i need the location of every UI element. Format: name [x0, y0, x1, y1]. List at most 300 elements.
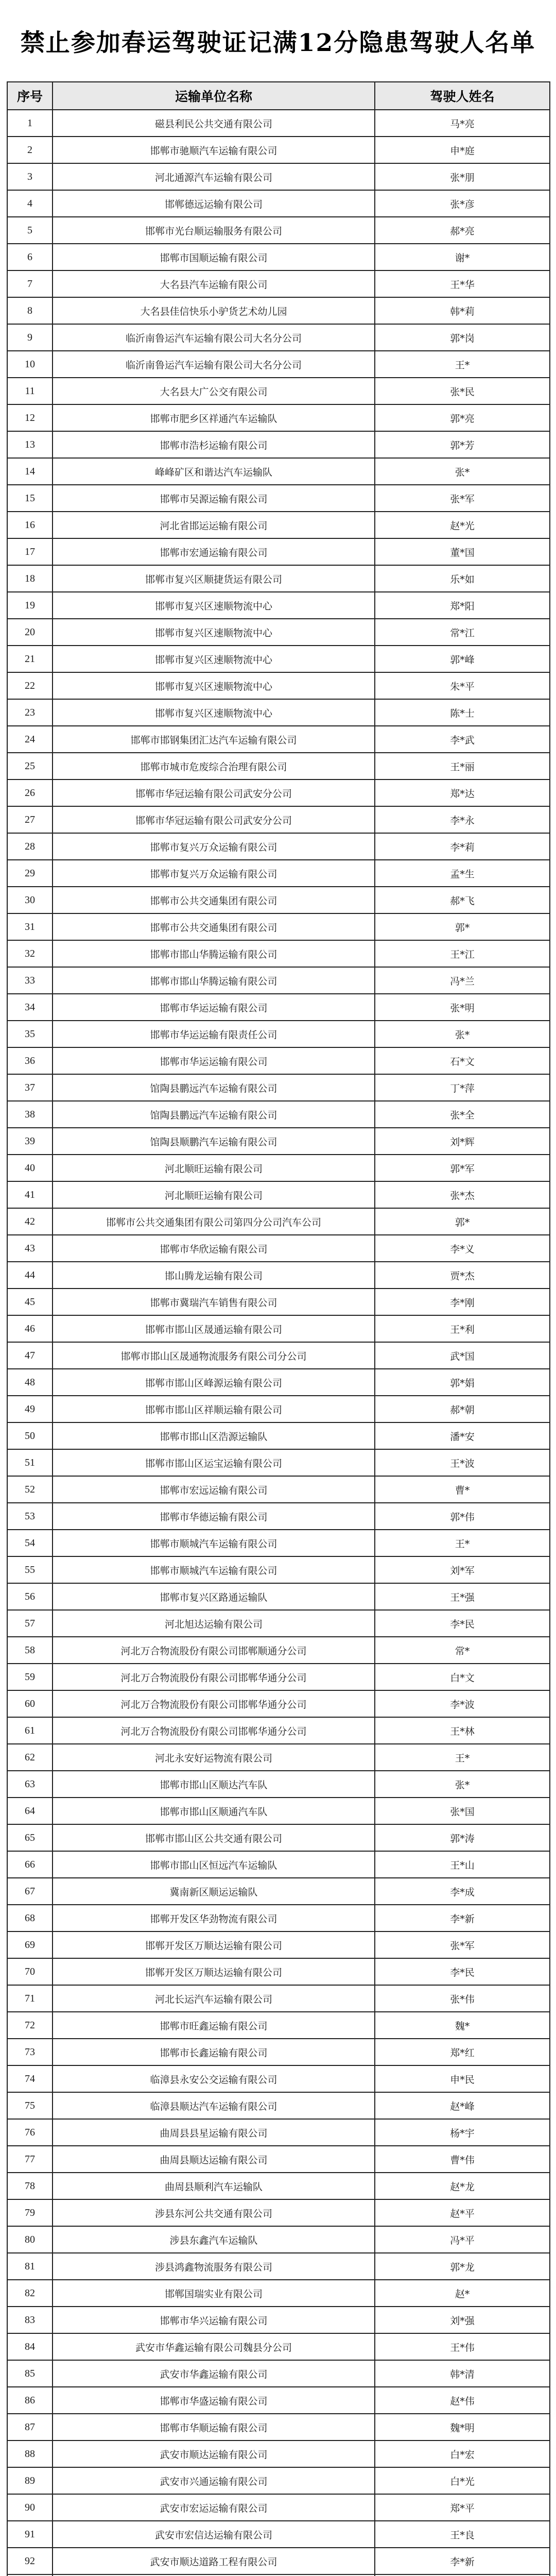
row-index: 58 [7, 1637, 53, 1664]
row-company: 武安市华鑫运输有限公司魏县分公司 [53, 2333, 375, 2360]
row-driver: 郑*达 [375, 779, 550, 806]
row-index: 12 [7, 404, 53, 431]
table-row [7, 565, 550, 592]
row-driver: 张*彦 [375, 190, 550, 217]
row-index: 22 [7, 672, 53, 699]
row-index: 88 [7, 2441, 53, 2467]
row-company: 涉县东河公共交通有限公司 [53, 2199, 375, 2226]
row-index: 33 [7, 967, 53, 994]
row-driver: 白*文 [375, 1664, 550, 1690]
row-index: 9 [7, 324, 53, 351]
header-row [7, 82, 550, 110]
table-row [7, 2253, 550, 2280]
table-body [7, 110, 550, 2576]
table-row [7, 1396, 550, 1422]
row-company: 邯郸市公共交通集团有限公司 [53, 913, 375, 940]
table-row [7, 2173, 550, 2199]
driver-roster-table [7, 81, 550, 2576]
row-driver: 王*华 [375, 270, 550, 297]
row-index: 84 [7, 2333, 53, 2360]
row-driver: 刘*军 [375, 1556, 550, 1583]
row-driver: 李*永 [375, 806, 550, 833]
row-driver: 魏*明 [375, 2414, 550, 2441]
row-company: 河北顺旺运输有限公司 [53, 1155, 375, 1181]
row-driver: 郝*飞 [375, 887, 550, 913]
row-company: 邯郸市复兴区速顺物流中心 [53, 646, 375, 672]
table-row [7, 378, 550, 404]
row-driver: 赵*龙 [375, 2173, 550, 2199]
table-row [7, 2092, 550, 2119]
header-driver: 驾驶人姓名 [375, 82, 550, 110]
table-row [7, 967, 550, 994]
table-row [7, 1690, 550, 1717]
row-index: 78 [7, 2173, 53, 2199]
row-index: 69 [7, 1931, 53, 1958]
row-index: 5 [7, 217, 53, 244]
table-row [7, 1878, 550, 1905]
row-company: 河北万合物流股份有限公司邯郸华通分公司 [53, 1664, 375, 1690]
row-company: 河北永安好运物流有限公司 [53, 1744, 375, 1771]
row-index: 7 [7, 270, 53, 297]
row-index: 14 [7, 458, 53, 485]
table-row [7, 2226, 550, 2253]
row-company: 邯郸市华兴运输有限公司 [53, 2307, 375, 2333]
row-driver: 郭*亮 [375, 404, 550, 431]
table-row [7, 351, 550, 378]
row-driver: 王*强 [375, 1583, 550, 1610]
row-driver: 李*民 [375, 1610, 550, 1637]
row-company: 临沂南鲁运汽车运输有限公司大名分公司 [53, 351, 375, 378]
row-company: 邯郸市邯山区峰源运输有限公司 [53, 1369, 375, 1396]
row-company: 曲周县顺达运输有限公司 [53, 2146, 375, 2173]
table-row [7, 940, 550, 967]
header-index: 序号 [7, 82, 53, 110]
row-company: 邯郸市顺城汽车运输有限公司 [53, 1556, 375, 1583]
table-row [7, 592, 550, 619]
table-row [7, 2333, 550, 2360]
row-company: 邯郸国瑞实业有限公司 [53, 2280, 375, 2307]
row-index: 85 [7, 2360, 53, 2387]
row-company: 邯郸市邯山区晟通物流服务有限公司分公司 [53, 1342, 375, 1369]
row-company: 邯郸市复兴区速顺物流中心 [53, 592, 375, 619]
row-company: 武安市顺达道路工程有限公司 [53, 2548, 375, 2574]
row-driver: 张*军 [375, 485, 550, 512]
table-row [7, 190, 550, 217]
row-index: 27 [7, 806, 53, 833]
row-driver: 孟*生 [375, 860, 550, 887]
row-index: 35 [7, 1021, 53, 1047]
row-company: 馆陶县顺鹏汽车运输有限公司 [53, 1128, 375, 1155]
row-index: 46 [7, 1315, 53, 1342]
row-index: 82 [7, 2280, 53, 2307]
row-index: 19 [7, 592, 53, 619]
table-row [7, 1556, 550, 1583]
row-company: 邯郸市华运运输有限公司 [53, 994, 375, 1021]
table-row [7, 1235, 550, 1262]
table-row [7, 699, 550, 726]
table-row [7, 1101, 550, 1128]
row-index: 68 [7, 1905, 53, 1931]
row-driver: 贾*杰 [375, 1262, 550, 1289]
row-driver: 李*成 [375, 1878, 550, 1905]
row-index: 29 [7, 860, 53, 887]
row-driver: 王* [375, 1744, 550, 1771]
row-driver: 韩*莉 [375, 297, 550, 324]
table-row [7, 2387, 550, 2414]
table-row [7, 297, 550, 324]
row-driver: 申*民 [375, 2065, 550, 2092]
row-index: 31 [7, 913, 53, 940]
table-row [7, 2307, 550, 2333]
row-company: 邯郸市冀瑞汽车销售有限公司 [53, 1289, 375, 1315]
row-driver: 王*利 [375, 1315, 550, 1342]
row-company: 馆陶县鹏远汽车运输有限公司 [53, 1101, 375, 1128]
row-company: 邯郸开发区华劲物流有限公司 [53, 1905, 375, 1931]
row-driver: 张*军 [375, 1931, 550, 1958]
table-row [7, 431, 550, 458]
row-index: 24 [7, 726, 53, 753]
table-row [7, 619, 550, 646]
row-company: 临沂南鲁运汽车运输有限公司大名分公司 [53, 324, 375, 351]
row-index: 89 [7, 2467, 53, 2494]
row-company: 大名县汽车运输有限公司 [53, 270, 375, 297]
row-company: 邯郸市浩杉运输有限公司 [53, 431, 375, 458]
table-row [7, 646, 550, 672]
row-company: 河北顺旺运输有限公司 [53, 1181, 375, 1208]
row-driver: 李*新 [375, 1905, 550, 1931]
row-index: 36 [7, 1047, 53, 1074]
row-index: 25 [7, 753, 53, 779]
table-row [7, 1342, 550, 1369]
row-index: 4 [7, 190, 53, 217]
row-company: 邯郸市邯山区运宝运输有限公司 [53, 1449, 375, 1476]
row-index: 37 [7, 1074, 53, 1101]
row-driver: 郭* [375, 1208, 550, 1235]
table-row [7, 270, 550, 297]
row-index: 59 [7, 1664, 53, 1690]
row-index: 61 [7, 1717, 53, 1744]
row-driver: 王*良 [375, 2521, 550, 2548]
row-driver: 张*伟 [375, 1985, 550, 2012]
row-driver: 白*光 [375, 2467, 550, 2494]
row-driver: 李*波 [375, 1690, 550, 1717]
row-driver: 李*新 [375, 2548, 550, 2574]
row-company: 磁县利民公共交通有限公司 [53, 110, 375, 137]
row-driver: 郭*芳 [375, 431, 550, 458]
table-row [7, 913, 550, 940]
table-row [7, 1181, 550, 1208]
row-index: 39 [7, 1128, 53, 1155]
row-index: 56 [7, 1583, 53, 1610]
table-row [7, 1824, 550, 1851]
row-index: 48 [7, 1369, 53, 1396]
row-driver: 郭*龙 [375, 2253, 550, 2280]
row-driver: 郭*军 [375, 1155, 550, 1181]
row-company: 邯郸市光台顺运输服务有限公司 [53, 217, 375, 244]
row-index: 38 [7, 1101, 53, 1128]
row-driver: 郭*岗 [375, 324, 550, 351]
table-row [7, 1744, 550, 1771]
row-company: 曲周县顺利汽车运输队 [53, 2173, 375, 2199]
row-index: 74 [7, 2065, 53, 2092]
row-driver: 王*江 [375, 940, 550, 967]
row-index: 79 [7, 2199, 53, 2226]
table-row [7, 1369, 550, 1396]
table-row [7, 2199, 550, 2226]
table-row [7, 860, 550, 887]
row-index: 75 [7, 2092, 53, 2119]
row-index: 66 [7, 1851, 53, 1878]
table-row [7, 887, 550, 913]
row-index: 3 [7, 163, 53, 190]
row-company: 临漳县顺达汽车运输有限公司 [53, 2092, 375, 2119]
row-company: 邯郸开发区万顺达运输有限公司 [53, 1931, 375, 1958]
row-driver: 张*明 [375, 994, 550, 1021]
table-row [7, 1503, 550, 1530]
row-company: 邯郸市邯山区恒远汽车运输队 [53, 1851, 375, 1878]
row-index: 71 [7, 1985, 53, 2012]
row-company: 邯郸市邯钢集团汇达汽车运输有限公司 [53, 726, 375, 753]
table-row [7, 1905, 550, 1931]
row-index: 91 [7, 2521, 53, 2548]
row-index: 11 [7, 378, 53, 404]
row-driver: 杨*宇 [375, 2119, 550, 2146]
table-row [7, 1262, 550, 1289]
table-row [7, 753, 550, 779]
table-row [7, 1717, 550, 1744]
row-index: 30 [7, 887, 53, 913]
row-index: 10 [7, 351, 53, 378]
row-driver: 张* [375, 458, 550, 485]
row-company: 涉县东鑫汽车运输队 [53, 2226, 375, 2253]
row-driver: 朱*平 [375, 672, 550, 699]
row-index: 77 [7, 2146, 53, 2173]
row-driver: 王* [375, 351, 550, 378]
row-index: 87 [7, 2414, 53, 2441]
row-index: 34 [7, 994, 53, 1021]
table-row [7, 2146, 550, 2173]
row-driver: 郑*平 [375, 2494, 550, 2521]
table-row [7, 994, 550, 1021]
row-driver: 郭*娟 [375, 1369, 550, 1396]
row-index: 80 [7, 2226, 53, 2253]
table-row [7, 1315, 550, 1342]
row-driver: 张* [375, 1771, 550, 1798]
row-index: 55 [7, 1556, 53, 1583]
row-index: 81 [7, 2253, 53, 2280]
table-row [7, 1021, 550, 1047]
row-driver: 常*江 [375, 619, 550, 646]
row-index: 23 [7, 699, 53, 726]
table-row [7, 512, 550, 538]
row-company: 邯郸市华冠运输有限公司武安分公司 [53, 779, 375, 806]
row-driver: 李*莉 [375, 833, 550, 860]
row-driver: 李*民 [375, 1958, 550, 1985]
row-driver: 魏* [375, 2012, 550, 2039]
row-index: 15 [7, 485, 53, 512]
row-company: 邯郸市复兴万众运输有限公司 [53, 833, 375, 860]
row-index: 8 [7, 297, 53, 324]
row-driver: 王* [375, 1530, 550, 1556]
table-row [7, 1208, 550, 1235]
row-company: 邯郸市复兴万众运输有限公司 [53, 860, 375, 887]
row-driver: 张* [375, 1021, 550, 1047]
row-driver: 白*宏 [375, 2441, 550, 2467]
row-driver: 张*全 [375, 1101, 550, 1128]
row-driver: 李*武 [375, 726, 550, 753]
row-company: 邯郸市华冠运输有限公司武安分公司 [53, 806, 375, 833]
row-driver: 王*波 [375, 1449, 550, 1476]
row-company: 邯郸市邯山华腾运输有限公司 [53, 967, 375, 994]
row-company: 峰峰矿区和谐达汽车运输队 [53, 458, 375, 485]
row-index: 13 [7, 431, 53, 458]
row-index: 6 [7, 244, 53, 270]
table-row [7, 1931, 550, 1958]
row-index: 20 [7, 619, 53, 646]
row-driver: 李*义 [375, 1235, 550, 1262]
row-company: 邯郸市复兴区顺捷货运有限公司 [53, 565, 375, 592]
row-index: 57 [7, 1610, 53, 1637]
table-row [7, 726, 550, 753]
row-driver: 潘*安 [375, 1422, 550, 1449]
row-company: 邯郸市邯山区祥顺运输有限公司 [53, 1396, 375, 1422]
row-driver: 韩*清 [375, 2360, 550, 2387]
row-company: 武安市华鑫运输有限公司 [53, 2360, 375, 2387]
table-row [7, 2521, 550, 2548]
row-index: 16 [7, 512, 53, 538]
table-row [7, 137, 550, 163]
row-company: 河北省邯运运输有限公司 [53, 512, 375, 538]
row-driver: 赵*峰 [375, 2092, 550, 2119]
table-header [7, 82, 550, 110]
row-company: 邯郸市邯山区公共交通有限公司 [53, 1824, 375, 1851]
row-driver: 郝*亮 [375, 217, 550, 244]
row-company: 邯山腾龙运输有限公司 [53, 1262, 375, 1289]
row-index: 64 [7, 1798, 53, 1824]
table-row [7, 833, 550, 860]
row-company: 邯郸市肥乡区祥通汽车运输队 [53, 404, 375, 431]
row-company: 临漳县永安公交运输有限公司 [53, 2065, 375, 2092]
row-company: 涉县鸿鑫物流服务有限公司 [53, 2253, 375, 2280]
row-index: 54 [7, 1530, 53, 1556]
row-company: 大名县佳信快乐小驴货艺术幼儿园 [53, 297, 375, 324]
row-index: 70 [7, 1958, 53, 1985]
row-company: 武安市宏信达运输有限公司 [53, 2521, 375, 2548]
row-index: 67 [7, 1878, 53, 1905]
table-row [7, 2039, 550, 2065]
row-company: 邯郸市复兴区路通运输队 [53, 1583, 375, 1610]
row-company: 武安市兴通运输有限公司 [53, 2467, 375, 2494]
row-driver: 郭*峰 [375, 646, 550, 672]
table-row [7, 324, 550, 351]
row-company: 河北长运汽车运输有限公司 [53, 1985, 375, 2012]
row-driver: 赵*伟 [375, 2387, 550, 2414]
row-index: 1 [7, 110, 53, 137]
row-company: 邯郸市华顺运输有限公司 [53, 2414, 375, 2441]
row-driver: 王*山 [375, 1851, 550, 1878]
table-row [7, 2494, 550, 2521]
table-row [7, 1476, 550, 1503]
row-index: 32 [7, 940, 53, 967]
row-company: 邯郸市长鑫运输有限公司 [53, 2039, 375, 2065]
row-index: 60 [7, 1690, 53, 1717]
table-row [7, 1422, 550, 1449]
row-index: 65 [7, 1824, 53, 1851]
row-index: 73 [7, 2039, 53, 2065]
row-index: 18 [7, 565, 53, 592]
table-row [7, 2441, 550, 2467]
table-row [7, 1610, 550, 1637]
table-row [7, 2119, 550, 2146]
row-driver: 曹* [375, 1476, 550, 1503]
row-company: 邯郸市复兴区速顺物流中心 [53, 619, 375, 646]
row-driver: 王*丽 [375, 753, 550, 779]
row-index: 40 [7, 1155, 53, 1181]
row-company: 河北万合物流股份有限公司邯郸华通分公司 [53, 1717, 375, 1744]
row-company: 邯郸市城市危废综合治理有限公司 [53, 753, 375, 779]
table-row [7, 244, 550, 270]
row-index: 76 [7, 2119, 53, 2146]
row-driver: 张*国 [375, 1798, 550, 1824]
row-driver: 赵*光 [375, 512, 550, 538]
table-row [7, 404, 550, 431]
row-index: 53 [7, 1503, 53, 1530]
row-driver: 马*亮 [375, 110, 550, 137]
table-row [7, 1985, 550, 2012]
row-company: 邯郸市华欣运输有限公司 [53, 1235, 375, 1262]
row-driver: 常* [375, 1637, 550, 1664]
table-row [7, 1851, 550, 1878]
row-driver: 张*民 [375, 378, 550, 404]
row-index: 92 [7, 2548, 53, 2574]
row-driver: 曹*伟 [375, 2146, 550, 2173]
row-company: 邯郸德远运输有限公司 [53, 190, 375, 217]
row-company: 邯郸市驰顺汽车运输有限公司 [53, 137, 375, 163]
table-row [7, 1155, 550, 1181]
table-row [7, 217, 550, 244]
row-driver: 申*庭 [375, 137, 550, 163]
row-driver: 董*国 [375, 538, 550, 565]
row-index: 50 [7, 1422, 53, 1449]
row-driver: 冯*兰 [375, 967, 550, 994]
row-company: 河北旭达运输有限公司 [53, 1610, 375, 1637]
row-index: 62 [7, 1744, 53, 1771]
row-company: 邯郸市邯山华腾运输有限公司 [53, 940, 375, 967]
row-driver: 郑*红 [375, 2039, 550, 2065]
row-driver: 郭*伟 [375, 1503, 550, 1530]
table-row [7, 485, 550, 512]
row-company: 武安市顺达运输有限公司 [53, 2441, 375, 2467]
table-row [7, 1074, 550, 1101]
row-index: 28 [7, 833, 53, 860]
row-company: 邯郸开发区万顺达运输有限公司 [53, 1958, 375, 1985]
row-index: 2 [7, 137, 53, 163]
table-row [7, 2548, 550, 2574]
table-row [7, 2360, 550, 2387]
row-company: 邯郸市公共交通集团有限公司 [53, 887, 375, 913]
row-company: 曲周县县星运输有限公司 [53, 2119, 375, 2146]
row-company: 邯郸市邯山区晟通运输有限公司 [53, 1315, 375, 1342]
row-driver: 武*国 [375, 1342, 550, 1369]
table-row [7, 1958, 550, 1985]
row-company: 邯郸市华盛运输有限公司 [53, 2387, 375, 2414]
table-row [7, 1047, 550, 1074]
row-index: 26 [7, 779, 53, 806]
row-company: 邯郸市华德运输有限公司 [53, 1503, 375, 1530]
table-row [7, 1530, 550, 1556]
row-driver: 石*文 [375, 1047, 550, 1074]
table-row [7, 2065, 550, 2092]
